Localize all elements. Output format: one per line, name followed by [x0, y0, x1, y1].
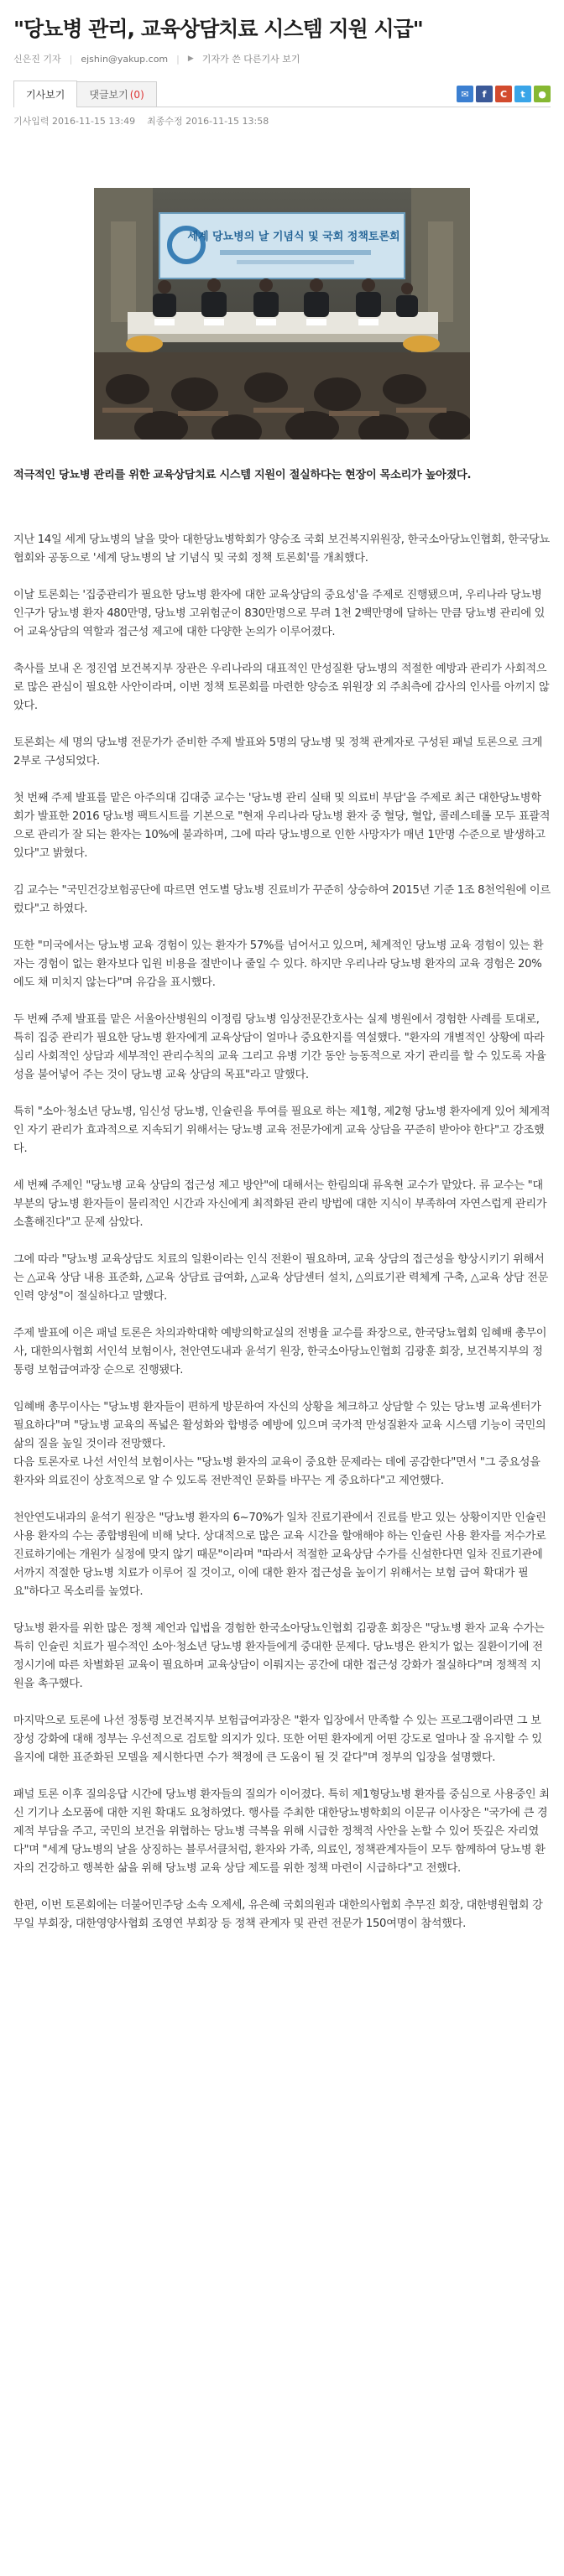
- tab-article[interactable]: [13, 81, 77, 107]
- article-paragraph: 세 번째 주제인 "당뇨병 교육 상담의 접근성 제고 방안"에 대해서는 한림의대 류옥현 교수가 맡았다. 류 교수는 "대부분의 당뇨병 환자들이 물리적인 시간과 자신에게 최적화된 관리 방법에 대한 지식이 부족하여 자연스럽게 관리가 소홀해진다"고 문제 삼았다.: [13, 1179, 547, 1229]
- cyworld-icon[interactable]: C: [495, 86, 512, 102]
- triangle-right-icon: ▶: [187, 55, 194, 63]
- article-paragraph: 김 교수는 "국민건강보험공단에 따르면 연도별 당뇨병 진료비가 꾸준히 상승하여 2015년 기준 1조 8천억원에 이르렀다"고 하였다.: [13, 884, 551, 915]
- article-paragraph: 두 번째 주제 발표를 맡은 서울아산병원의 이정림 당뇨병 임상전문간호사는 실제 병원에서 경험한 사례를 토대로, 특히 집중 관리가 필요한 당뇨병 환자에게 교육상담이 얼마나 중요한지를 역설했다. "환자의 개별적인 상황에 따라 심리 사회적인 상담과 세부적인 관리수칙의 교육 그리고 유병 기간 동안 능동적으로 자기 관리를 할 수 있도록 자율성을 불어넣어 주는 것이 당뇨병 교육 상담의 목표"라고 말했다.: [13, 1013, 546, 1081]
- tab-article-label: 기사보기: [26, 89, 65, 101]
- divider: |: [69, 53, 73, 65]
- share-buttons: [457, 86, 551, 102]
- article-paragraph: 첫 번째 주제 발표를 맡은 아주의대 김대중 교수는 '당뇨병 관리 실태 및 의료비 부담'을 주제로 최근 대한당뇨병학회가 발표한 2016 당뇨병 팩트시트를 기본으로 "현재 우리나라 당뇨병 환자 중 혈당, 혈압, 콜레스테롤 모두 표괄적으로 관리가 잘 되는 환자는 10%에 불과하며, 그에 따라 당뇨병으로 인한 사망자가 매년 1만명 수준으로 발생하고 있다"고 밝혔다.: [13, 792, 551, 860]
- article-paragraph: 그에 따라 "당뇨병 교육상담도 치료의 일환이라는 인식 전환이 필요하며, 교육 상담의 접근성을 향상시키기 위해서는 △교육 상담 내용 표준화, △교육 상담료 급여화, △교육 상담센터 설치, △의료기관 력체계 구축, △교육 상담 전문 인력 양성"이 절실하다고 말했다.: [13, 1253, 549, 1303]
- article-paragraph: 특히 "소아·청소년 당뇨병, 임신성 당뇨병, 인슐린을 투여를 필요로 하는 제1형, 제2형 당뇨병 환자에게 있어 체계적인 자기 관리가 효과적으로 지속되기 위해서는 당뇨병 교육 전문가에게 교육 상담을 꾸준히 받아야 한다"고 강조했다.: [13, 1106, 551, 1155]
- article-paragraph: 패널 토론 이후 질의응답 시간에 당뇨병 환자들의 질의가 이어졌다. 특히 제1형당뇨병 환자를 중심으로 사용중인 최신 기기나 소모품에 대한 지원 확대도 요청하였다. 행사를 주최한 대한당뇨병학회의 이문규 이사장은 "국가에 큰 경제적 부담을 주고, 국민의 보건을 위협하는 당뇨병 극복을 위해 시급한 정책적 사안을 논할 수 있어 뜻깊은 자리였다"며 "세계 당뇨병의 날을 상징하는 블루서클처럼, 환자와 가족, 의료인, 정책관계자들이 모두 함께하여 당뇨병 환자의 건강하고 행복한 삶을 위해 당뇨병 교육 상담 제도를 위한 정책 마련이 시급하다"고 전했다.: [13, 1788, 550, 1875]
- article-paragraph: 천안연도내과의 윤석기 원장은 "당뇨병 환자의 6~70%가 일차 진료기관에서 진료를 받고 있는 상황이지만 인슐린 사용 환자의 수는 종합병원에 비해 낮다. 상대적으로 많은 교육 시간을 할애해야 하는 인슐린 사용 환자를 저수가로 진료하기에는 개원가 실정에 맞지 않기 때문"이라며 "따라서 적절한 교육상담 수가를 신설한다면 일차 진료기관에서까지 적절한 당뇨병 치료가 이루어 질 것이고, 이에 대한 환자 접근성을 높이기 위해서는 보험 급여 확대가 필요"하다고 목소리를 높였다.: [13, 1512, 546, 1598]
- article-body: [13, 466, 551, 1952]
- article-paragraph: 주제 발표에 이은 패널 토론은 차의과학대학 예방의학교실의 전병율 교수를 좌장으로, 한국당뇨협회 임혜배 총무이사, 대한의사협회 서인석 보험이사, 천안연도내과 윤석기 원장, 한국소아당뇨인협회 김광훈 회장, 보건복지부의 정통령 보험급여과장 순으로 진행됐다.: [13, 1327, 547, 1376]
- article-lead: 적극적인 당뇨병 관리를 위한 교육상담치료 시스템 지원이 절실하다는 현장이 목소리가 높아졌다.: [13, 469, 472, 481]
- reporter-email[interactable]: ejshin@yakup.com: [81, 53, 169, 65]
- reporter-articles-link[interactable]: 기자가 쓴 다른기사 보기: [201, 54, 300, 65]
- article-paragraph: 한편, 이번 토론회에는 더불어민주당 소속 오제세, 유은혜 국회의원과 대한의사협회 추무진 회장, 대한병원협회 강무일 부회장, 대한영양사협회 조영연 부회장 등 정책 관계자 및 관련 전문가 150여명이 참석했다.: [13, 1899, 543, 1930]
- article-dates: [13, 114, 269, 127]
- date-input: 기사입력 2016-11-15 13:49: [13, 116, 136, 127]
- article-paragraph: 이날 토론회는 '집중관리가 필요한 당뇨병 환자에 대한 교육상담의 중요성'을 주제로 진행됐으며, 우리나라 당뇨병 인구가 당뇨병 환자 480만명, 당뇨병 고위험군이 830만명으로 무려 1천 2백만명에 달하는 만큼 당뇨병 관리에 있어 교육상담의 역할과 접근성 제고에 대한 다양한 논의가 이루어졌다.: [13, 589, 546, 638]
- article-paragraph: 임혜배 총무이사는 "당뇨병 환자들이 편하게 방문하여 자신의 상황을 체크하고 상담할 수 있는 당뇨병 교육센터가 필요하다"며 "당뇨병 교육의 폭넓은 활성화와 합병증 예방에 있으며 국가적 만성질환자 교육 시스템 기능이 국민의 삶의 질을 높일 것이라 전망했다. 다음 토론자로 나선 서인석 보험이사는 "당뇨병 환자의 교육이 중요한 문제라는 데에 공감한다"면서 "그 중요성을 환자와 의료진이 상호적으로 알 수 있도록 전반적인 문화를 바꾸는 게 중요하다"고 제언했다.: [13, 1401, 546, 1487]
- conference-photo: [94, 188, 470, 440]
- twitter-icon[interactable]: t: [514, 86, 531, 102]
- facebook-icon[interactable]: f: [476, 86, 493, 102]
- kakao-icon[interactable]: ●: [534, 86, 551, 102]
- article-paragraph: 마지막으로 토론에 나선 정통령 보건복지부 보험급여과장은 "환자 입장에서 만족할 수 있는 프로그램이라면 그 보장성 강화에 대해 정부는 우선적으로 검토할 의지가 있다. 또한 어떤 환자에게 어떤 강도로 얼마나 잘 유지할 수 있을지에 대한 표준화된 모델을 제시한다면 수가 책정에 큰 도움이 될 것 같다"며 정부의 입장을 설명했다.: [13, 1715, 542, 1764]
- article-paragraph: 또한 "미국에서는 당뇨병 교육 경험이 있는 환자가 57%를 넘어서고 있으며, 체계적인 당뇨병 교육 경험이 있는 환자는 경험이 없는 환자보다 입원 비용을 절반이나 줄일 수 있다. 하지만 우리나라 당뇨병 환자의 교육 경험은 20%에도 채 미치지 않는다"며 유감을 표시했다.: [13, 939, 544, 989]
- date-modified: 최종수정 2016-11-15 13:58: [147, 116, 269, 127]
- comment-count: (0): [129, 88, 144, 101]
- article-paragraph: 당뇨병 환자를 위한 많은 정책 제언과 입법을 경험한 한국소아당뇨인협회 김광훈 회장은 "당뇨병 환자 교육 수가는 특히 인슐린 치료가 필수적인 소아·청소년 당뇨병 환자들에게 중대한 문제다. 당뇨병은 완치가 없는 질환이기에 전정시기에 따른 차별화된 교육이 필요하며 교육상담이 이뤄지는 공간에 대한 접근성 강화가 절실하다"며 정책적 지원을 촉구했다.: [13, 1622, 545, 1690]
- article-title: "당뇨병 관리, 교육상담치료 시스템 지원 시급": [13, 17, 423, 41]
- tab-comments-label: 댓글보기: [89, 89, 128, 101]
- divider: |: [176, 53, 180, 65]
- reporter-name: 신은진 기자: [13, 54, 61, 65]
- tab-comments[interactable]: [76, 81, 156, 107]
- banner-text: 세계 당뇨병의 날 기념식 및 국회 정책토론회: [187, 231, 400, 243]
- article-tabs: [13, 81, 551, 107]
- article-photo: [94, 188, 470, 440]
- byline: [13, 50, 551, 67]
- article-paragraph: 축사를 보내 온 정진엽 보건복지부 장관은 우리나라의 대표적인 만성질환 당뇨병의 적절한 예방과 관리가 사회적으로 많은 관심이 필요한 사안이라며, 이번 정책 토론회를 마련한 양승조 위원장 외 주최측에 감사의 인사를 아끼지 않았다.: [13, 663, 550, 712]
- mail-icon[interactable]: ✉: [457, 86, 473, 102]
- article-paragraph: 지난 14일 세계 당뇨병의 날을 맞아 대한당뇨병학회가 양승조 국회 보건복지위원장, 한국소아당뇨인협회, 한국당뇨협회와 공동으로 '세계 당뇨병의 날 기념식 및 국회 정책 토론회'를 개최했다.: [13, 533, 550, 565]
- article-paragraph: 토론회는 세 명의 당뇨병 전문가가 준비한 주제 발표와 5명의 당뇨병 및 정책 관계자로 구성된 패널 토론으로 크게 2부로 구성되었다.: [13, 736, 543, 768]
